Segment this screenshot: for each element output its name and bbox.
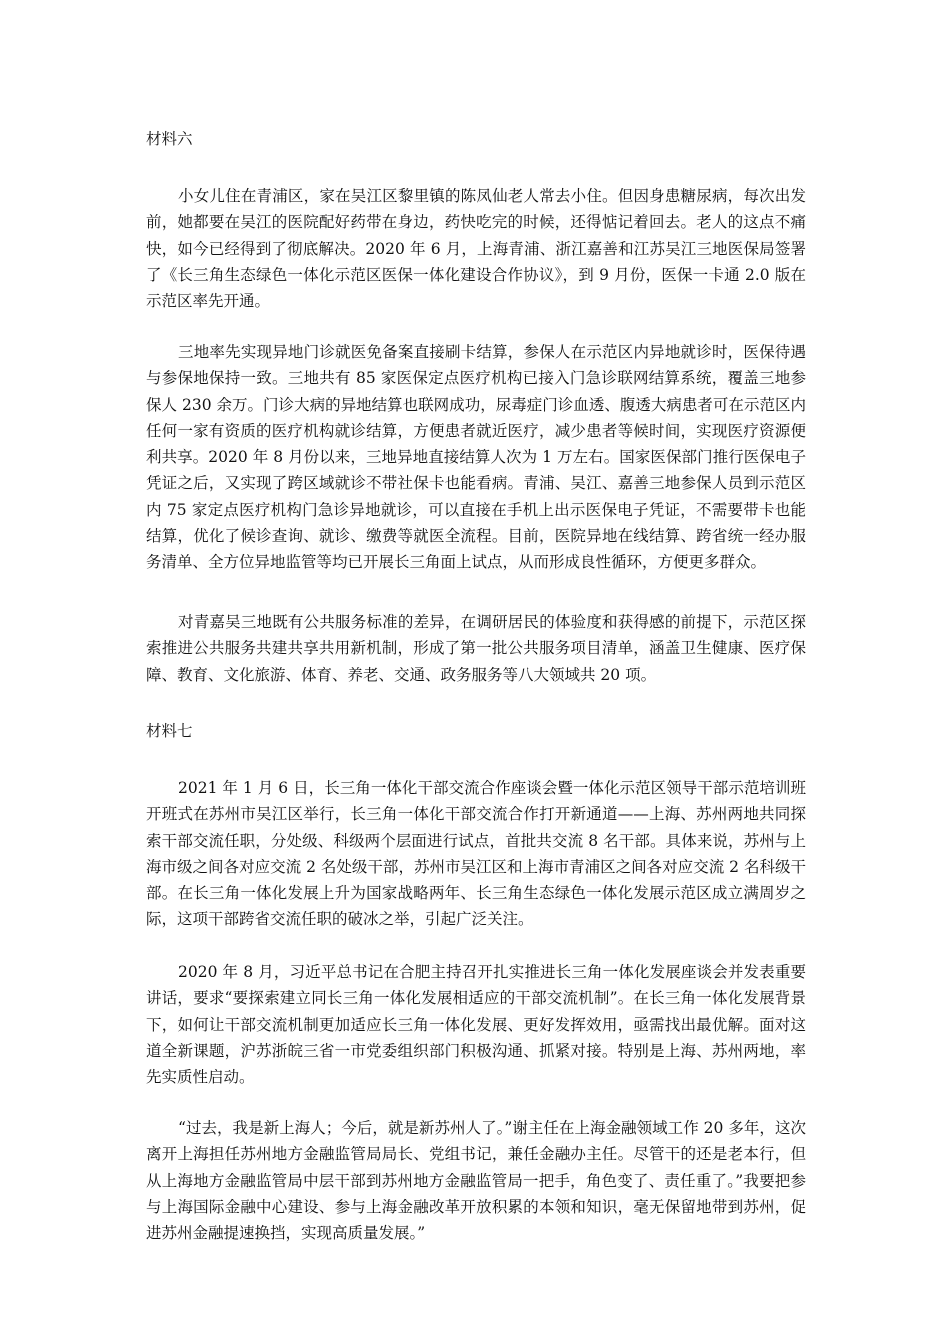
paragraph-material-6-3: 对青嘉吴三地既有公共服务标准的差异，在调研居民的体验度和获得感的前提下，示范区探索推进公共服务共建共享共用新机制，形成了第一批公共服务项目清单，涵盖卫生健康、医疗保障、教育、文化旅游、体育、养老、交通、政务服务等八大领域共 20 项。 [146,613,806,684]
paragraph-material-6-1: 小女儿住在青浦区，家在吴江区黎里镇的陈凤仙老人常去小住。但因身患糖尿病，每次出发前，她都要在吴江的医院配好药带在身边，药快吃完的时候，还得惦记着回去。老人的这点不痛快，如今已经得到了彻底解决。2020 年 6 月，上海青浦、浙江嘉善和江苏吴江三地医保局签署了《长三角生态绿色一体化示范区医保一体化建设合作协议》，到 9 月份，医保一卡通 2.0 版在示范区率先开通。 [146,187,806,311]
section-heading-material-7: 材料七 [146,722,193,740]
paragraph-material-7-3: “过去，我是新上海人；今后，就是新苏州人了。”谢主任在上海金融领域工作 20 多年，这次离开上海担任苏州地方金融监管局局长、党组书记，兼任金融办主任。尽管干的还是老本行，但从上海地方金融监管局中层干部到苏州地方金融监管局一把手，角色变了、责任重了。”我要把参与上海国际金融中心建设、参与上海金融改革开放积累的本领和知识，毫无保留地带到苏州，促进苏州金融提速换挡，实现高质量发展。” [146,1119,806,1243]
paragraph-material-6-2: 三地率先实现异地门诊就医免备案直接刷卡结算，参保人在示范区内异地就诊时，医保待遇与参保地保持一致。三地共有 85 家医保定点医疗机构已接入门急诊联网结算系统，覆盖三地参保人 230 余万。门诊大病的异地结算也联网成功，尿毒症门诊血透、腹透大病患者可在示范区内任何一家有资质的医疗机构就诊结算，方便患者就近医疗，减少患者等候时间，实现医疗资源便利共享。2020 年 8 月份以来，三地异地直接结算人次为 1 万左右。国家医保部门推行医保电子凭证之后，又实现了跨区域就诊不带社保卡也能看病。青浦、吴江、嘉善三地参保人员到示范区内 75 家定点医疗机构门急诊异地就诊，可以直接在手机上出示医保电子凭证，不需要带卡也能结算，优化了候诊查询、就诊、缴费等就医全流程。目前，医院异地在线结算、跨省统一经办服务清单、全方位异地监管等均已开展长三角面上试点，从而形成良性循环，方便更多群众。 [146,343,806,572]
section-heading-material-6: 材料六 [146,130,193,148]
paragraph-material-7-2: 2020 年 8 月，习近平总书记在合肥主持召开扎实推进长三角一体化发展座谈会并发表重要讲话，要求“要探索建立同长三角一体化发展相适应的干部交流机制”。在长三角一体化发展背景下，如何让干部交流机制更加适应长三角一体化发展、更好发挥效用，亟需找出最优解。面对这道全新课题，沪苏浙皖三省一市党委组织部门积极沟通、抓紧对接。特别是上海、苏州两地，率先实质性启动。 [146,963,806,1087]
paragraph-material-7-1: 2021 年 1 月 6 日，长三角一体化干部交流合作座谈会暨一体化示范区领导干部示范培训班开班式在苏州市吴江区举行，长三角一体化干部交流合作打开新通道——上海、苏州两地共同探索干部交流任职，分处级、科级两个层面进行试点，首批共交流 8 名干部。具体来说，苏州与上海市级之间各对应交流 2 名处级干部，苏州市吴江区和上海市青浦区之间各对应交流 2 名科级干部。在长三角一体化发展上升为国家战略两年、长三角生态绿色一体化发展示范区成立满周岁之际，这项干部跨省交流任职的破冰之举，引起广泛关注。 [146,779,806,929]
